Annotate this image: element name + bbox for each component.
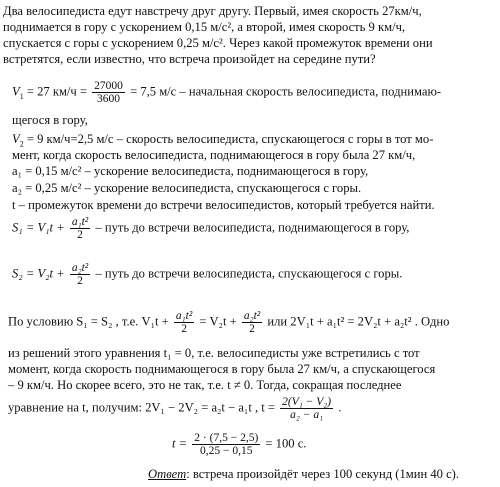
problem-line-1: Два велосипедиста едут навстречу друг другу. Первый, имея скорость 27км/ч,	[3, 4, 422, 18]
calculation	[172, 432, 306, 457]
s1-description: – путь до встречи велосипедиста, поднимающегося в гору,	[92, 220, 410, 235]
calc-numerator: 2 · (7,5 − 2,5)	[194, 432, 259, 444]
v2-subscript: 2	[19, 139, 24, 149]
given-a1: a₁ = 0,15 м/с² – ускорение велосипедиста, поднимающегося в гору,	[12, 164, 369, 178]
s1-lhs: S₁ = V₁t +	[12, 220, 68, 235]
calc-fraction	[192, 432, 260, 457]
v1-description: = 7,5 м/с – начальная скорость велосипедиста, поднимаю-	[126, 84, 442, 99]
t-formula-end: .	[335, 400, 342, 415]
calc-result: = 100 с.	[262, 436, 307, 451]
s2-denominator: 2	[77, 275, 83, 287]
condition-middle: = V₂t +	[196, 314, 240, 329]
problem-line-2: поднимается в гору с ускорением 0,15 м/с², а второй, имея скорость 9 км/ч,	[3, 20, 406, 34]
sol-numerator-2: a₂t²	[243, 310, 261, 322]
answer-line	[148, 466, 459, 482]
t-formula-fraction	[280, 396, 333, 421]
sol-fraction-2	[242, 310, 262, 335]
sol-fraction-1	[174, 310, 194, 335]
solution-line-4: – 9 км/ч. Но скорее всего, это не так, т.е. t ≠ 0. Тогда, сокращая последнее	[8, 378, 402, 392]
s1-denominator: 2	[77, 229, 83, 241]
s2-description: – путь до встречи велосипедиста, спускающегося с горы.	[92, 266, 403, 281]
calc-lhs: t =	[172, 436, 191, 451]
s2-lhs: S₂ = V₂t +	[12, 266, 68, 281]
given-a2: a₂ = 0,25 м/с² – ускорение велосипедиста, спускающегося с горы.	[12, 181, 362, 195]
reduced-equation: уравнение на t, получим: 2V₁ − 2V₂ = a₂t − a₁t , t =	[8, 400, 279, 415]
given-v1	[12, 80, 441, 105]
solution-line-2: из решений этого уравнения t₁ = 0, т.е. велосипедисты уже встретились с тот	[8, 346, 420, 360]
v1-denominator: 3600	[97, 93, 121, 105]
problem-line-4: встретятся, если известно, что встреча произойдет на середине пути?	[3, 52, 376, 66]
s2-fraction	[70, 262, 90, 287]
given-v2	[12, 131, 433, 147]
given-t: t – промежуток времени до встречи велосипедистов, который требуется найти.	[12, 198, 435, 212]
s1-fraction	[70, 216, 90, 241]
v1-subscript: 1	[19, 91, 24, 101]
sol-denominator-1: 2	[181, 323, 187, 335]
given-v1-cont: щегося в гору,	[12, 113, 88, 127]
v1-symbol: V	[12, 84, 20, 99]
sol-numerator-1: a₁t²	[175, 310, 193, 322]
calc-denominator: 0,25 − 0,15	[200, 445, 253, 457]
v2-symbol: V	[12, 132, 20, 146]
v1-fraction	[92, 80, 125, 105]
solution-line-3: момент, когда скорость поднимающегося в гору была 27 км/ч, а спускающегося	[8, 362, 436, 376]
v2-description: = 9 км/ч=2,5 м/с – скорость велосипедиста, спускающегося с горы в тот мо-	[23, 132, 434, 146]
s1-numerator: a₁t²	[71, 216, 89, 228]
t-formula-numerator: 2(V₁ − V₂)	[282, 396, 332, 408]
v1-equals: = 27 км/ч =	[23, 84, 91, 99]
formula-s2	[12, 262, 402, 287]
solution-line-1	[8, 310, 449, 335]
given-v2-cont: мент, когда скорость велосипедиста, поднимающегося в гору была 27 км/ч,	[12, 148, 416, 162]
condition-end: или 2V₁t + a₁t² = 2V₂t + a₂t² . Одно	[264, 314, 450, 329]
formula-s1	[12, 216, 409, 241]
s2-numerator: a₂t²	[71, 262, 89, 274]
answer-label: Ответ	[148, 467, 187, 481]
t-formula-denominator: a₂ − a₁	[290, 409, 324, 421]
answer-text: : встреча произойдёт через 100 секунд (1мин 40 с).	[186, 467, 460, 481]
condition-text: По условию S₁ = S₂ , т.е. V₁t +	[8, 314, 172, 329]
problem-line-3: спускается с горы с ускорением 0,25 м/с². Через какой промежуток времени они	[3, 36, 433, 50]
v1-numerator: 27000	[94, 80, 123, 92]
solution-line-5	[8, 396, 341, 421]
sol-denominator-2: 2	[249, 323, 255, 335]
